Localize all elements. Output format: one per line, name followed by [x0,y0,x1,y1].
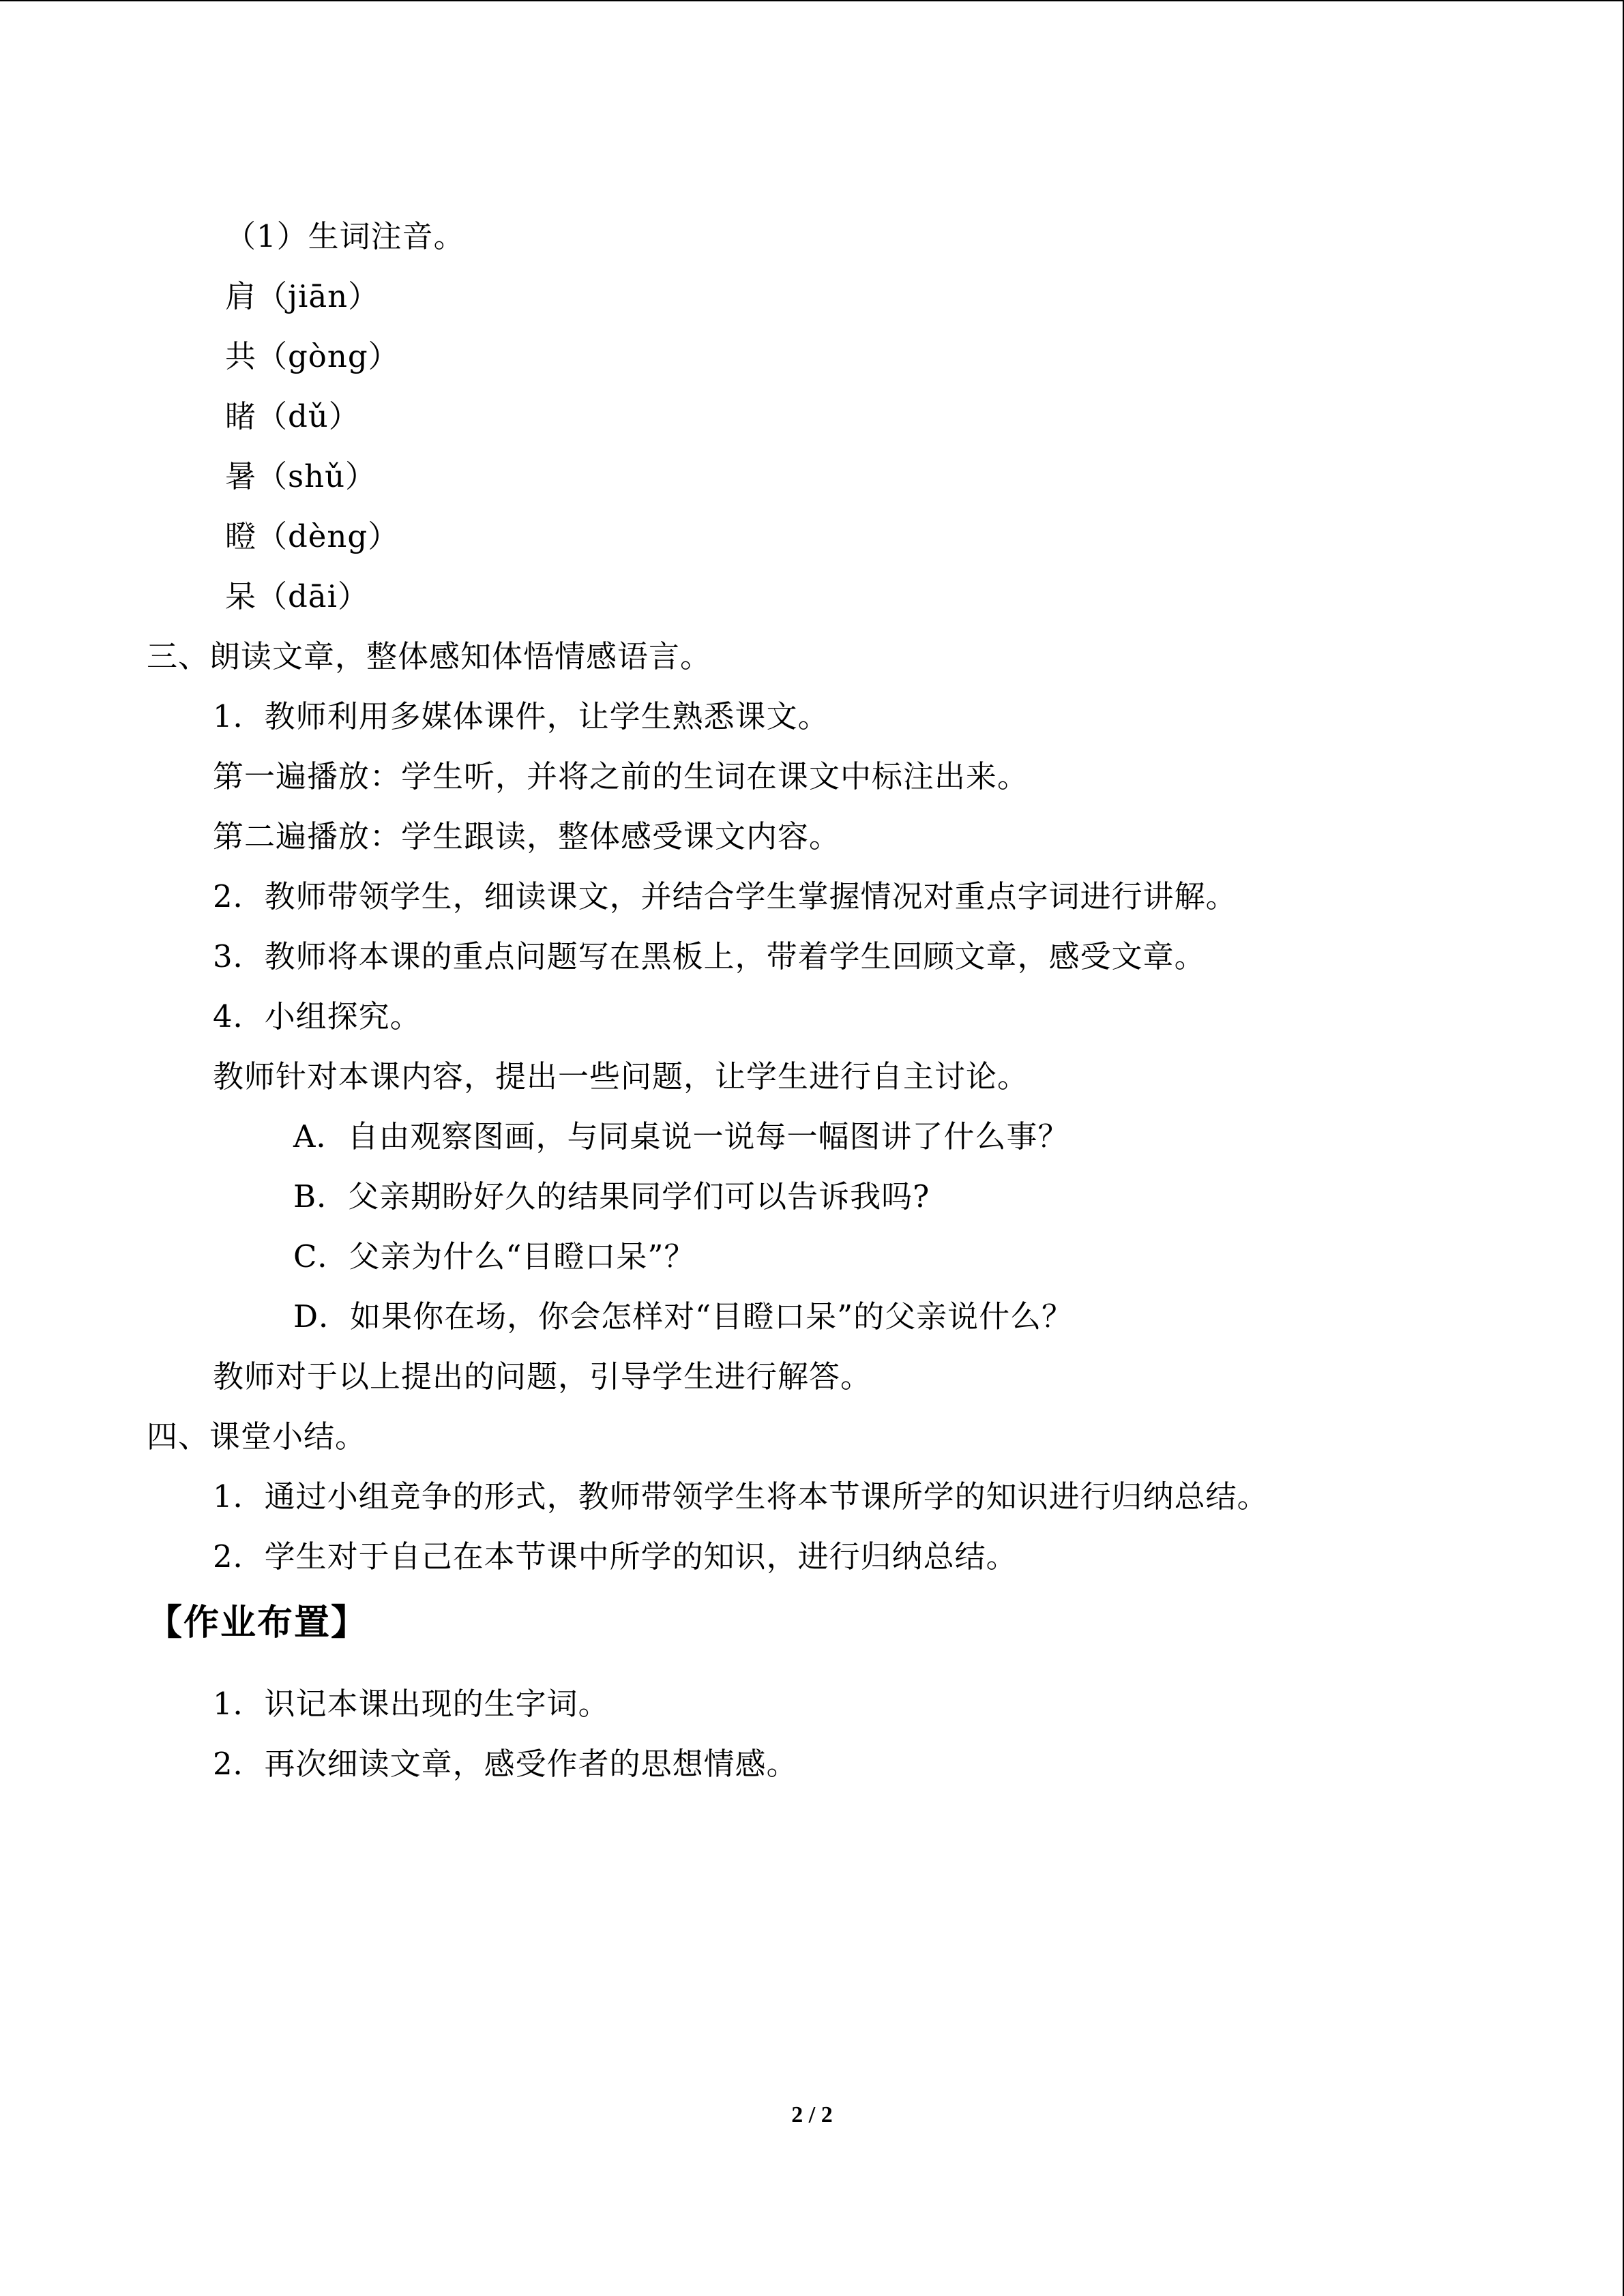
summary-1: 1．通过小组竞争的形式，教师带领学生将本节课所学的知识进行归纳总结。 [213,1478,1269,1515]
vocab-item: 瞪（dèng） [225,518,400,554]
vocab-item: 睹（dǔ） [225,398,360,434]
step-3: 3．教师将本课的重点问题写在黑板上，带着学生回顾文章，感受文章。 [213,938,1206,974]
homework-heading: 【作业布置】 [147,1602,368,1643]
question-d: D．如果你在场，你会怎样对“目瞪口呆”的父亲说什么？ [293,1298,1074,1335]
vocab-item: 呆（dāi） [225,578,370,614]
discussion-intro: 教师针对本课内容，提出一些问题，让学生进行自主讨论。 [213,1058,1029,1094]
vocab-item: 暑（shǔ） [225,458,377,494]
vocab-notation-title: （1）生词注音。 [225,218,465,254]
step-1: 1．教师利用多媒体课件，让学生熟悉课文。 [213,698,829,734]
section-heading-4: 四、课堂小结。 [147,1418,367,1455]
step-2: 2．教师带领学生，细读课文，并结合学生掌握情况对重点字词进行讲解。 [213,878,1237,914]
playback-second: 第二遍播放：学生跟读，整体感受课文内容。 [213,818,841,854]
homework-item-2: 2．再次细读文章，感受作者的思想情感。 [213,1746,798,1782]
section-heading-3: 三、朗读文章，整体感知体悟情感语言。 [147,638,712,674]
question-c: C．父亲为什么“目瞪口呆”？ [293,1238,696,1274]
summary-2: 2．学生对于自己在本节课中所学的知识，进行归纳总结。 [213,1538,1018,1575]
page-number: 2 / 2 [791,2102,833,2128]
playback-first: 第一遍播放：学生听，并将之前的生词在课文中标注出来。 [213,758,1029,794]
question-b: B．父亲期盼好久的结果同学们可以告诉我吗? [293,1178,930,1214]
vocab-item: 肩（jiān） [225,278,380,314]
homework-item-1: 1．识记本课出现的生字词。 [213,1686,610,1722]
step-4: 4．小组探究。 [213,998,422,1034]
answer-guidance: 教师对于以上提出的问题，引导学生进行解答。 [213,1358,872,1395]
vocab-item: 共（gòng） [225,338,400,374]
question-a: A．自由观察图画，与同桌说一说每一幅图讲了什么事？ [293,1118,1069,1154]
